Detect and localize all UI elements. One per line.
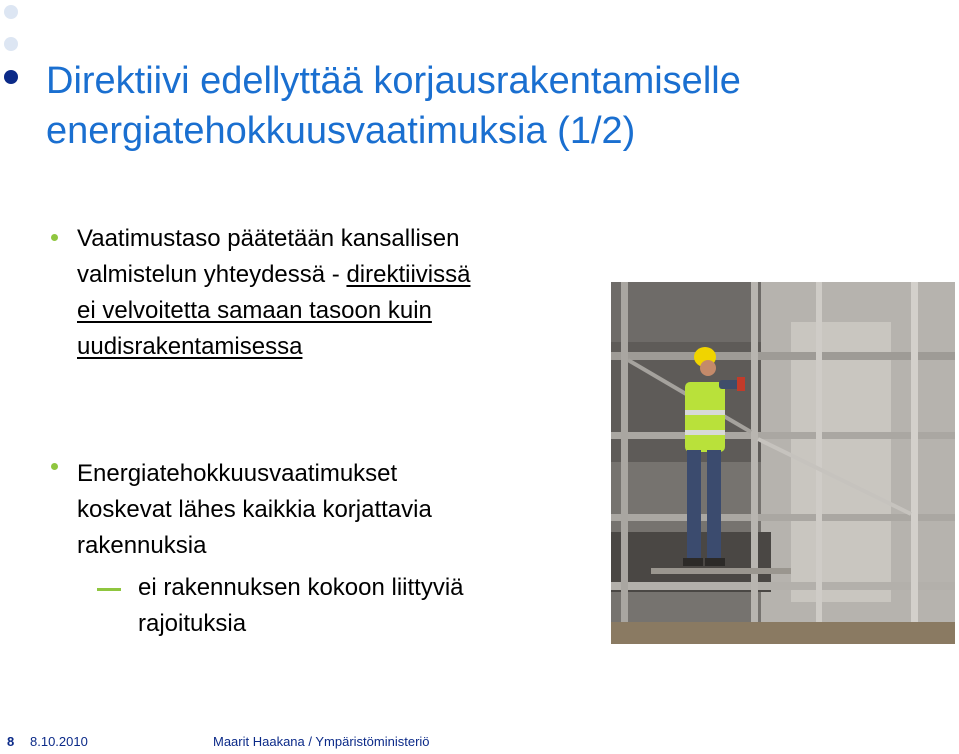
decor-dot-dark	[4, 70, 18, 84]
sub-bullet-line-2: rajoituksia	[138, 610, 247, 637]
bullet-2-line-2: koskevat lähes kaikkia korjattavia	[77, 496, 432, 523]
slide-title	[46, 56, 946, 156]
bullet-1-line-2-a: valmistelun yhteydessä -	[77, 261, 347, 288]
bullet-dot-1	[51, 234, 58, 241]
bullet-1-line-1: Vaatimustaso päätetään kansallisen	[77, 225, 460, 252]
slide-title-line-2: energiatehokkuusvaatimuksia (1/2)	[46, 110, 636, 152]
slide-title-line-1: Direktiivi edellyttää korjausrakentamiselle	[46, 60, 741, 102]
decor-dot-light-2	[4, 37, 18, 51]
bullet-1-text	[77, 221, 470, 365]
page-number: 8	[7, 734, 15, 749]
bullet-2-line-3: rakennuksia	[77, 532, 207, 559]
sub-bullet-dash	[97, 588, 121, 591]
bullet-1-line-2-b: direktiivissä	[346, 261, 471, 288]
bullet-1-line-3: ei velvoitetta samaan tasoon kuin	[77, 297, 432, 324]
sub-bullet-line-1: ei rakennuksen kokoon liittyviä	[138, 574, 464, 601]
bullet-dot-2	[51, 463, 58, 470]
bullet-1-line-4: uudisrakentamisessa	[77, 333, 303, 360]
construction-worker-photo	[611, 282, 955, 644]
bullet-1-line-2	[77, 257, 470, 293]
decor-dot-light-1	[4, 5, 18, 19]
footer-author: Maarit Haakana / Ympäristöministeriö	[213, 734, 430, 749]
bullet-2-line-1: Energiatehokkuusvaatimukset	[77, 460, 398, 487]
footer-date: 8.10.2010	[30, 734, 88, 749]
bullet-2-text	[77, 456, 432, 564]
sub-bullet-text	[138, 570, 464, 642]
